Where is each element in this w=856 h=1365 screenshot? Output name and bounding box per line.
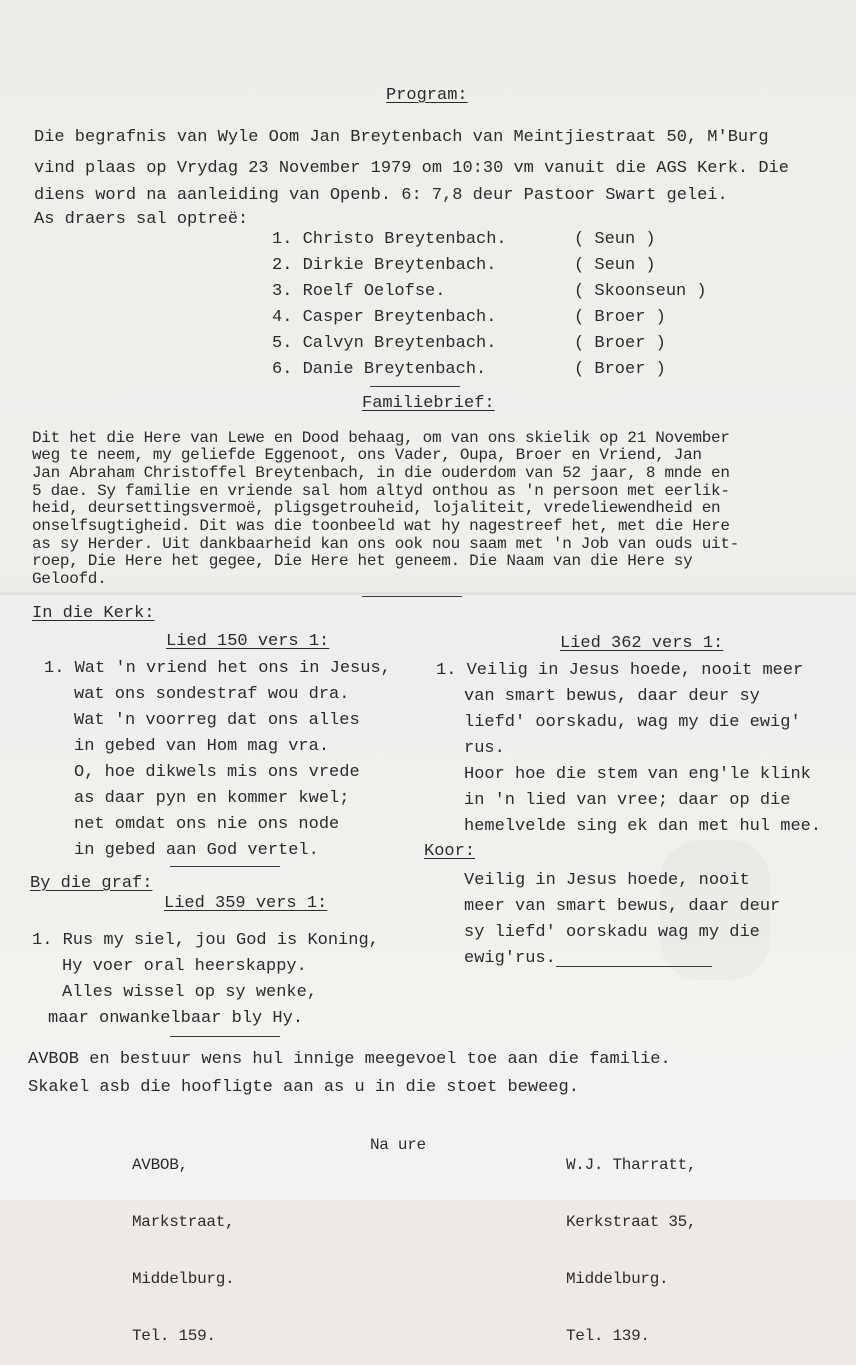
hymn-left-line: in gebed aan God vertel. (74, 841, 319, 860)
chorus-line: Veilig in Jesus hoede, nooit (464, 871, 750, 890)
chorus-heading: Koor: (424, 842, 476, 861)
hymn-right-line: in 'n lied van vree; daar op die (464, 791, 791, 810)
hymn-left-line: Wat 'n voorreg dat ons alles (74, 711, 360, 730)
paper-fold-crease (0, 592, 856, 595)
divider (556, 966, 712, 967)
chorus-line: sy liefd' oorskadu wag my die (464, 923, 760, 942)
bearer-relation: ( Broer ) (574, 308, 666, 327)
intro-line-1: Die begrafnis van Wyle Oom Jan Breytenbach van Meintjiestraat 50, M'Burg (34, 128, 769, 147)
footer-right-line: W.J. Tharratt, (566, 1156, 697, 1174)
footer-middle: Na ure (370, 1136, 426, 1154)
family-letter-heading: Familiebrief: (362, 394, 495, 413)
family-letter-line: Jan Abraham Christoffel Breytenbach, in die ouderdom van 52 jaar, 8 mnde en (32, 464, 730, 482)
divider (370, 386, 460, 387)
bearer-name: 6. Danie Breytenbach. (272, 360, 487, 379)
footer-left-line: Tel. 159. (132, 1327, 216, 1345)
bearer-name: 2. Dirkie Breytenbach. (272, 256, 497, 275)
hymn-right-title: Lied 362 vers 1: (560, 634, 724, 653)
family-letter-line: as sy Herder. Uit dankbaarheid kan ons ook nou saam met 'n Job van ouds uit- (32, 535, 739, 553)
hymn-right-line: hemelvelde sing ek dan met hul mee. (464, 817, 822, 836)
hymn-right-line: van smart bewus, daar deur sy (464, 687, 760, 706)
bearer-relation: ( Seun ) (574, 256, 656, 275)
bearer-relation: ( Skoonseun ) (574, 282, 707, 301)
footer-left-line: Middelburg. (132, 1270, 235, 1288)
hymn-left-line: wat ons sondestraf wou dra. (74, 685, 350, 704)
hymn-left-line: net omdat ons nie ons node (74, 815, 340, 834)
grave-hymn-line: 1. Rus my siel, jou God is Koning, (32, 931, 379, 950)
family-letter-line: roep, Die Here het gegee, Die Here het geneem. Die Naam van die Here sy (32, 552, 693, 570)
divider (170, 1036, 280, 1037)
footer-right-line: Kerkstraat 35, (566, 1213, 697, 1231)
hymn-right-line: Hoor hoe die stem van eng'le klink (464, 765, 811, 784)
hymn-left-line: 1. Wat 'n vriend het ons in Jesus, (44, 659, 391, 678)
grave-hymn-line: Alles wissel op sy wenke, (62, 983, 318, 1002)
family-letter-line: Geloofd. (32, 570, 107, 588)
divider (362, 596, 462, 597)
footer-right-line: Tel. 139. (566, 1327, 650, 1345)
bearer-name: 4. Casper Breytenbach. (272, 308, 497, 327)
family-letter-line: onselfsugtigheid. Dit was die toonbeeld wat hy nagestreef het, met die Here (32, 517, 730, 535)
divider (170, 866, 280, 867)
family-letter-line: 5 dae. Sy familie en vriende sal hom altyd onthou as 'n persoon met eerlik- (32, 482, 730, 500)
chorus-line: ewig'rus. (464, 949, 556, 968)
church-heading: In die Kerk: (32, 604, 155, 623)
bearer-name: 1. Christo Breytenbach. (272, 230, 507, 249)
grave-hymn-line: Hy voer oral heerskappy. (62, 957, 307, 976)
hymn-left-line: in gebed van Hom mag vra. (74, 737, 330, 756)
bearer-name: 3. Roelf Oelofse. (272, 282, 446, 301)
hymn-left-line: as daar pyn en kommer kwel; (74, 789, 350, 808)
closing-line: Skakel asb die hoofligte aan as u in die stoet beweeg. (28, 1078, 579, 1097)
chorus-line: meer van smart bewus, daar deur (464, 897, 781, 916)
footer-right-line: Middelburg. (566, 1270, 669, 1288)
grave-hymn-title: Lied 359 vers 1: (164, 894, 328, 913)
bearer-name: 5. Calvyn Breytenbach. (272, 334, 497, 353)
program-heading: Program: (386, 86, 468, 105)
bearer-relation: ( Broer ) (574, 334, 666, 353)
intro-line-4: As draers sal optreë: (34, 210, 249, 229)
closing-line: AVBOB en bestuur wens hul innige meegevoel toe aan die familie. (28, 1050, 671, 1069)
footer-left (132, 1118, 234, 1365)
hymn-right-line: 1. Veilig in Jesus hoede, nooit meer (436, 661, 804, 680)
hymn-left-line: O, hoe dikwels mis ons vrede (74, 763, 360, 782)
family-letter-line: heid, deursettingsvermoë, pligsgetrouheid, lojaliteit, vredeliewendheid en (32, 499, 721, 517)
footer-right (566, 1118, 696, 1365)
hymn-right-line: liefd' oorskadu, wag my die ewig' (464, 713, 801, 732)
family-letter-line: Dit het die Here van Lewe en Dood behaag, om van ons skielik op 21 November (32, 429, 730, 447)
hymn-left-title: Lied 150 vers 1: (166, 632, 330, 651)
intro-line-2: vind plaas op Vrydag 23 November 1979 om 10:30 vm vanuit die AGS Kerk. Die (34, 159, 789, 178)
grave-hymn-line: maar onwankelbaar bly Hy. (48, 1009, 304, 1028)
hymn-right-line: rus. (464, 739, 505, 758)
bearer-relation: ( Broer ) (574, 360, 666, 379)
footer-left-line: AVBOB, (132, 1156, 188, 1174)
bearer-relation: ( Seun ) (574, 230, 656, 249)
family-letter-line: weg te neem, my geliefde Eggenoot, ons Vader, Oupa, Broer en Vriend, Jan (32, 446, 702, 464)
intro-line-3: diens word na aanleiding van Openb. 6: 7,8 deur Pastoor Swart gelei. (34, 186, 728, 205)
grave-heading: By die graf: (30, 874, 153, 893)
footer-left-line: Markstraat, (132, 1213, 235, 1231)
